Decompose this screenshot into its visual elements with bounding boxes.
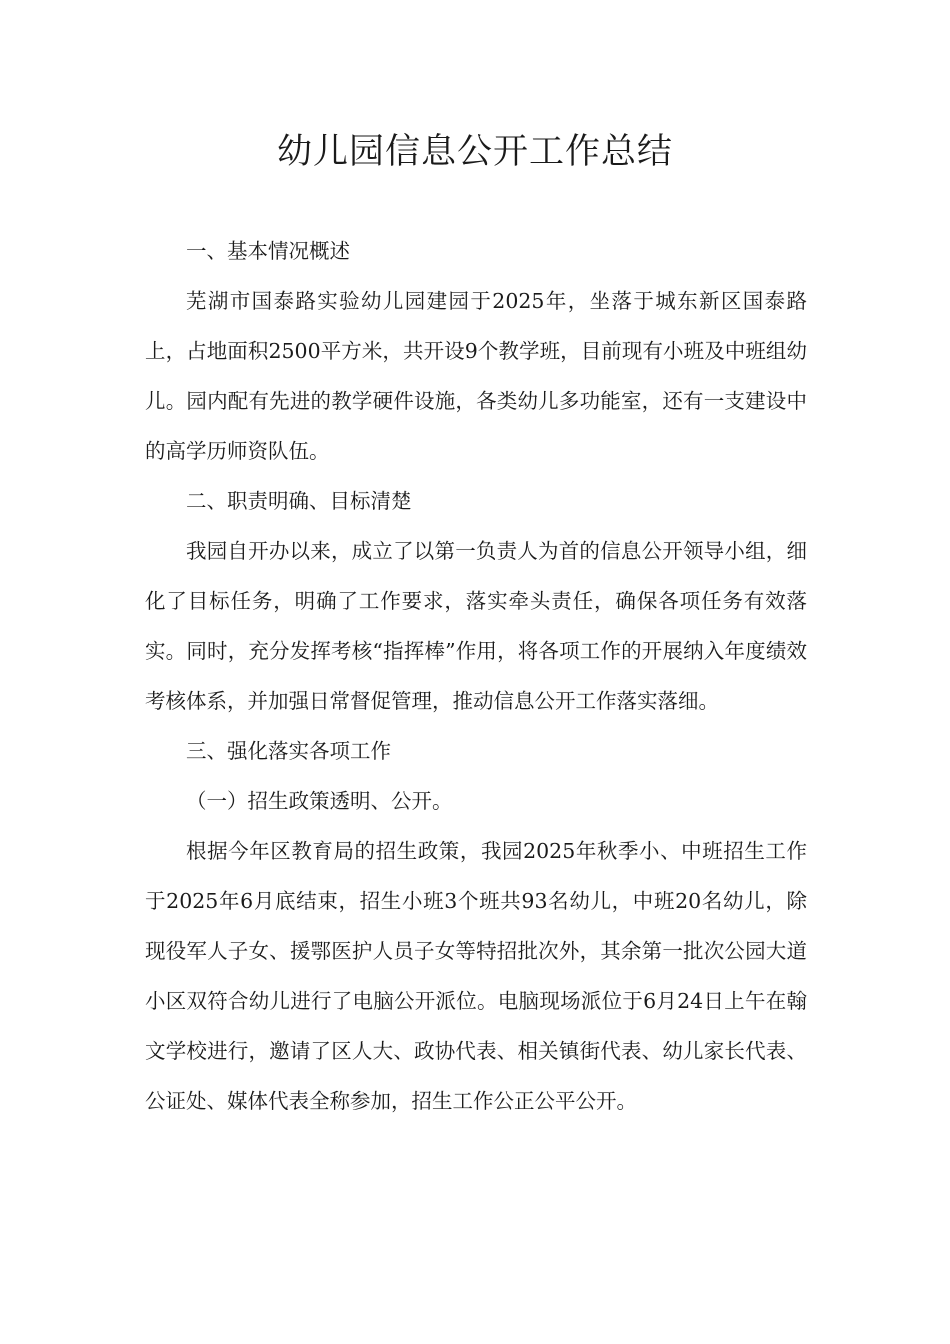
section-heading: 一、基本情况概述 <box>186 239 350 263</box>
paragraph: 根据今年区教育局的招生政策，我园2025年秋季小、中班招生工作于2025年6月底结束，招生小班3个班共93名幼儿，中班20名幼儿，除现役军人子女、援鄂医护人员子女等特招批次外，其余第一批次公园大道小区双符合幼儿进行了电脑公开派位。电脑现场派位于6月24日上午在翰文学校进行，邀请了区人大、政协代表、相关镇街代表、幼儿家长代表、公证处、媒体代表全称参加，招生工作公正公平公开。 <box>145 839 807 1113</box>
document-body <box>145 226 807 1126</box>
subsection-heading: （一）招生政策透明、公开。 <box>186 789 453 813</box>
section-heading: 三、强化落实各项工作 <box>186 739 391 763</box>
paragraph: 我园自开办以来，成立了以第一负责人为首的信息公开领导小组，细化了目标任务，明确了工作要求，落实牵头责任，确保各项任务有效落实。同时，充分发挥考核“指挥棒”作用，将各项工作的开展纳入年度绩效考核体系，并加强日常督促管理，推动信息公开工作落实落细。 <box>145 539 807 713</box>
document-title: 幼儿园信息公开工作总结 <box>276 132 673 172</box>
paragraph: 芜湖市国泰路实验幼儿园建园于2025年，坐落于城东新区国泰路上，占地面积2500平方米，共开设9个教学班，目前现有小班及中班组幼儿。园内配有先进的教学硬件设施，各类幼儿多功能室，还有一支建设中的高学历师资队伍。 <box>145 289 807 463</box>
section-heading: 二、职责明确、目标清楚 <box>186 489 412 513</box>
